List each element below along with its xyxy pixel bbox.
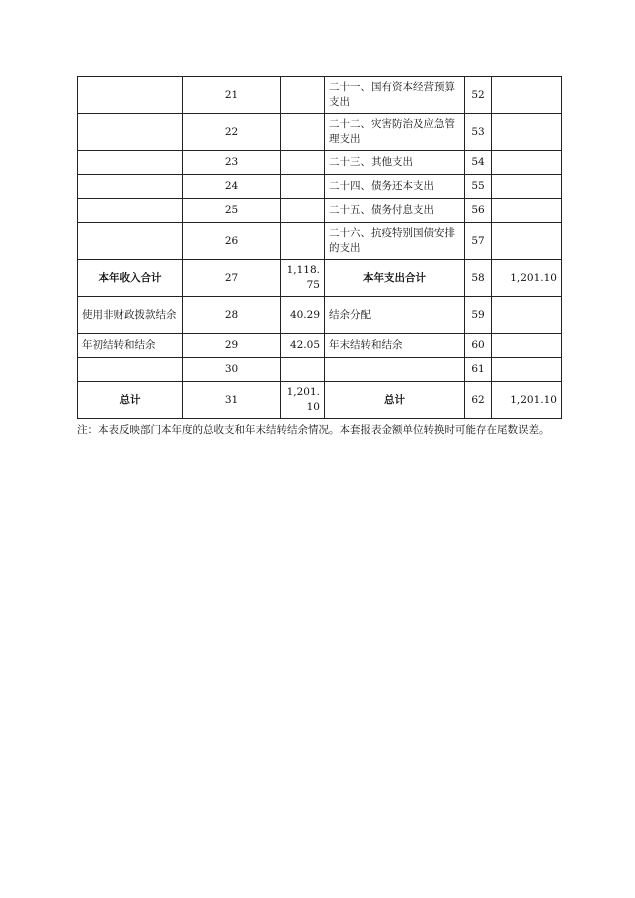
table-row-grand-total: [78, 382, 562, 419]
income-row-number: 23: [183, 151, 281, 175]
table-footnote: 注：本表反映部门本年度的总收支和年末结转结余情况。本套报表金额单位转换时可能存在尾数误差。: [77, 424, 550, 436]
table-row: [78, 77, 562, 114]
expense-amount-cell: [492, 199, 562, 223]
expense-row-number: 52: [465, 77, 492, 114]
table-row: [78, 358, 562, 382]
table-row: [78, 297, 562, 334]
expense-item-cell: [325, 358, 465, 382]
income-row-number: 29: [183, 334, 281, 358]
table-row: [78, 151, 562, 175]
expense-amount-cell: [492, 175, 562, 199]
expense-item-cell: 结余分配: [325, 297, 465, 334]
grand-total-label: 总计: [325, 382, 465, 419]
income-amount-cell: [281, 358, 325, 382]
income-total-label: 本年收入合计: [78, 260, 183, 297]
income-item-cell: [78, 199, 183, 223]
expense-row-number: 62: [465, 382, 492, 419]
income-item-cell: [78, 175, 183, 199]
income-row-number: 21: [183, 77, 281, 114]
income-amount-cell: [281, 114, 325, 151]
income-row-number: 28: [183, 297, 281, 334]
expense-row-number: 61: [465, 358, 492, 382]
grand-total-label: 总计: [78, 382, 183, 419]
expense-item-cell: 二十五、债务付息支出: [325, 199, 465, 223]
income-amount-cell: [281, 151, 325, 175]
expense-item-cell: 二十三、其他支出: [325, 151, 465, 175]
expense-item-cell: 二十二、灾害防治及应急管理支出: [325, 114, 465, 151]
expense-row-number: 59: [465, 297, 492, 334]
income-row-number: 25: [183, 199, 281, 223]
expense-row-number: 58: [465, 260, 492, 297]
income-item-cell: [78, 151, 183, 175]
income-expense-table: [77, 76, 562, 419]
expense-row-number: 55: [465, 175, 492, 199]
income-amount-cell: [281, 175, 325, 199]
income-item-cell: 使用非财政拨款结余: [78, 297, 183, 334]
income-row-number: 31: [183, 382, 281, 419]
expense-amount-cell: [492, 77, 562, 114]
income-item-cell: 年初结转和结余: [78, 334, 183, 358]
income-row-number: 27: [183, 260, 281, 297]
expense-grand-total-amount: 1,201.10: [492, 382, 562, 419]
income-amount-cell: 40.29: [281, 297, 325, 334]
expense-row-number: 56: [465, 199, 492, 223]
expense-row-number: 57: [465, 223, 492, 260]
table-row: [78, 334, 562, 358]
expense-amount-cell: [492, 151, 562, 175]
report-sheet: [77, 76, 561, 438]
table-row: [78, 199, 562, 223]
expense-row-number: 53: [465, 114, 492, 151]
income-grand-total-amount: 1,201.10: [281, 382, 325, 419]
income-item-cell: [78, 77, 183, 114]
income-amount-cell: [281, 223, 325, 260]
income-item-cell: [78, 114, 183, 151]
expense-total-label: 本年支出合计: [325, 260, 465, 297]
income-row-number: 26: [183, 223, 281, 260]
expense-item-cell: 年末结转和结余: [325, 334, 465, 358]
expense-row-number: 54: [465, 151, 492, 175]
income-amount-cell: [281, 199, 325, 223]
expense-amount-cell: [492, 358, 562, 382]
expense-amount-cell: [492, 297, 562, 334]
income-row-number: 24: [183, 175, 281, 199]
income-row-number: 22: [183, 114, 281, 151]
income-amount-cell: 42.05: [281, 334, 325, 358]
table-row: [78, 175, 562, 199]
table-row: [78, 114, 562, 151]
income-row-number: 30: [183, 358, 281, 382]
expense-row-number: 60: [465, 334, 492, 358]
expense-amount-cell: [492, 334, 562, 358]
income-item-cell: [78, 223, 183, 260]
expense-item-cell: 二十六、抗疫特别国债安排的支出: [325, 223, 465, 260]
expense-amount-cell: [492, 114, 562, 151]
table-row-income-total: [78, 260, 562, 297]
income-total-amount: 1,118.75: [281, 260, 325, 297]
expense-item-cell: 二十一、国有资本经营预算支出: [325, 77, 465, 114]
expense-amount-cell: [492, 223, 562, 260]
income-amount-cell: [281, 77, 325, 114]
table-row: [78, 223, 562, 260]
expense-total-amount: 1,201.10: [492, 260, 562, 297]
expense-item-cell: 二十四、债务还本支出: [325, 175, 465, 199]
income-item-cell: [78, 358, 183, 382]
